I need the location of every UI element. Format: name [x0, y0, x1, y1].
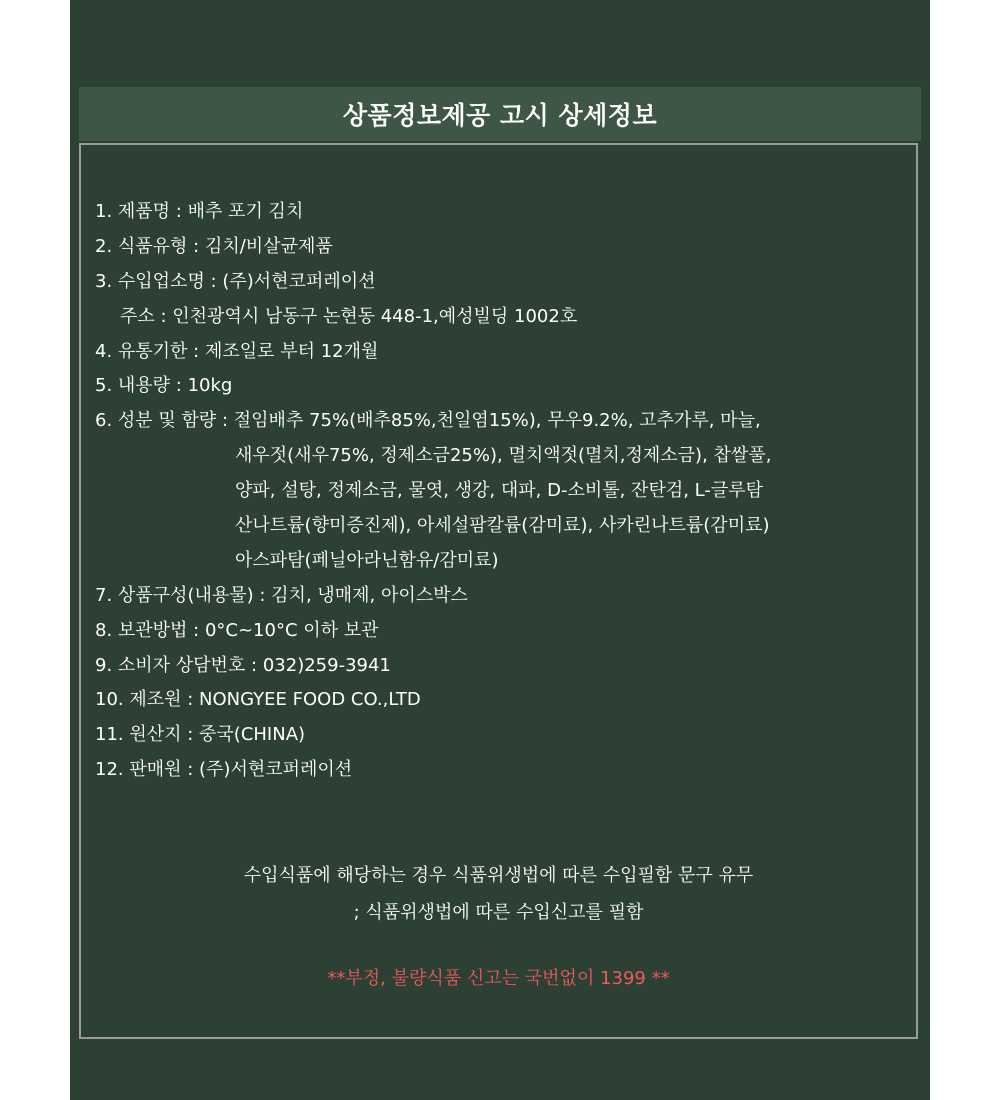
- import-notice: 수입식품에 해당하는 경우 식품위생법에 따른 수입필함 문구 유무: [243, 865, 754, 886]
- import-notice-detail: ; 식품위생법에 따른 수입신고를 필함: [353, 902, 644, 923]
- info-storage: 8. 보관방법 : 0°C~10°C 이하 보관: [95, 619, 379, 641]
- info-consumer-phone: 9. 소비자 상담번호 : 032)259-3941: [95, 654, 391, 676]
- page-title: 상품정보제공 고시 상세정보: [342, 101, 658, 130]
- info-box: [79, 143, 918, 1039]
- info-origin: 11. 원산지 : 중국(CHINA): [95, 724, 306, 746]
- info-importer: 3. 수입업소명 : (주)서현코퍼레이션: [95, 270, 376, 292]
- title-bar: [79, 87, 921, 141]
- info-food-type: 2. 식품유형 : 김치/비살균제품: [95, 235, 333, 257]
- info-seller: 12. 판매원 : (주)서현코퍼레이션: [95, 759, 353, 781]
- info-ingredients-cont: 아스파탐(페닐아라닌함유/감미료): [235, 549, 499, 571]
- product-info-list: [95, 195, 771, 788]
- info-net-weight: 5. 내용량 : 10kg: [95, 375, 233, 397]
- info-address: 주소 : 인천광역시 남동구 논현동 448-1,예성빌딩 1002호: [120, 305, 578, 327]
- info-ingredients-cont: 산나트륨(향미증진제), 아세설팜칼륨(감미료), 사카린나트륨(감미료): [235, 515, 770, 537]
- info-composition: 7. 상품구성(내용물) : 김치, 냉매제, 아이스박스: [95, 584, 468, 606]
- info-ingredients-cont: 양파, 설탕, 정제소금, 물엿, 생강, 대파, D-소비톨, 잔탄검, L-글루탐: [235, 480, 764, 502]
- info-ingredients-cont: 새우젓(새우75%, 정제소금25%), 멸치액젓(멸치,정제소금), 찹쌀풀,: [235, 445, 772, 467]
- info-manufacturer: 10. 제조원 : NONGYEE FOOD CO.,LTD: [95, 689, 421, 711]
- report-warning: **부정, 불량식품 신고는 국번없이 1399 **: [327, 968, 670, 989]
- info-ingredients: 6. 성분 및 함량 : 절임배추 75%(배추85%,천일염15%), 무우9.2%, 고추가루, 마늘,: [95, 410, 761, 432]
- info-product-name: 1. 제품명 : 배추 포기 김치: [95, 201, 304, 222]
- info-expiry: 4. 유통기한 : 제조일로 부터 12개월: [95, 340, 379, 362]
